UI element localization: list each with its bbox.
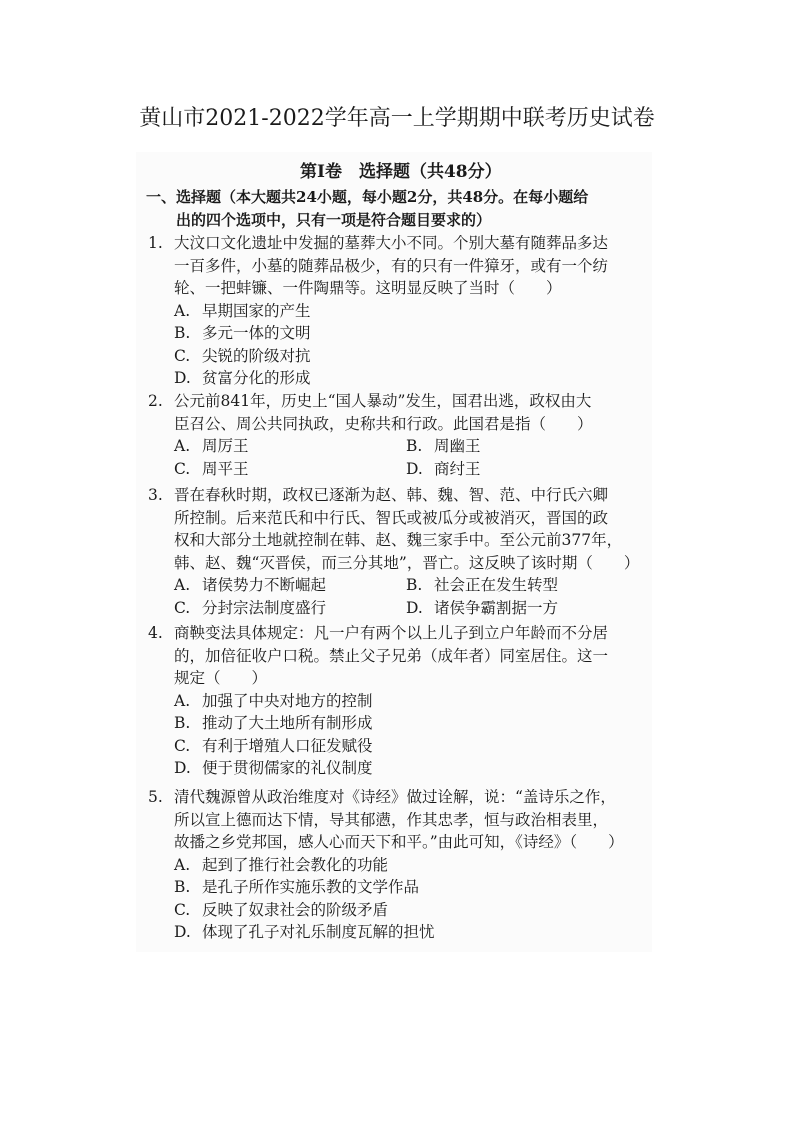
option-row — [148, 574, 642, 597]
question-line: 韩、赵、魏“灭晋侯，而三分其地”，晋亡。这反映了该时期（ ） — [174, 553, 640, 572]
question-line: 晋在春秋时期，政权已逐渐为赵、韩、魏、智、范、中行氏六卿 — [174, 486, 609, 504]
option-row — [148, 435, 642, 458]
page-title: 黄山市2021-2022学年高一上学期期中联考历史试卷 — [139, 106, 655, 131]
question-line: 权和大部分土地就控制在韩、赵、魏三家手中。至公元前377年， — [174, 531, 623, 549]
option-a: A. 早期国家的产生 — [174, 301, 311, 320]
question-3 — [148, 484, 642, 619]
instructions-line-1: 一、选择题（本大题共24小题，每小题2分，共48分。在每小题给 — [146, 188, 589, 206]
question-number: 4. — [148, 624, 163, 642]
option-d: D. 便于贯彻儒家的礼仪制度 — [174, 759, 373, 777]
question-line: 商鞅变法具体规定：凡一户有两个以上儿子到立户年龄而不分居 — [174, 624, 609, 642]
question-number: 3. — [148, 486, 163, 504]
question-line: 清代魏源曾从政治维度对《诗经》做过诠解，说：“盖诗乐之作， — [174, 788, 616, 806]
question-line: 一百多件，小墓的随葬品极少，有的只有一件獐牙，或有一个纺 — [174, 256, 609, 275]
question-stem — [148, 390, 642, 413]
option-row — [148, 458, 642, 481]
question-line: 大汶口文化遗址中发掘的墓葬大小不同。个别大墓有随葬品多达 — [174, 234, 609, 252]
question-5 — [148, 786, 642, 944]
option-d: D. 诸侯争霸割据一方 — [406, 598, 559, 617]
option-a: A. 加强了中央对地方的控制 — [174, 691, 373, 710]
option-c: C. 分封宗法制度盛行 — [174, 598, 327, 617]
question-stem — [148, 232, 642, 255]
option-c: C. 反映了奴隶社会的阶级矛盾 — [174, 900, 389, 919]
question-number: 5. — [148, 788, 163, 806]
option-b: B. 社会正在发生转型 — [406, 576, 559, 594]
question-4 — [148, 622, 642, 780]
question-line: 故播之乡党邦国，感人心而天下和平。”由此可知，《诗经》（ ） — [174, 833, 624, 851]
question-number: 1. — [148, 234, 163, 252]
option-d: D. 商纣王 — [406, 459, 481, 478]
section-title: 第Ⅰ卷 选择题（共48分） — [300, 162, 502, 182]
option-b: B. 推动了大土地所有制形成 — [174, 714, 373, 732]
question-line: 的，加倍征收户口税。禁止父子兄弟（成年者）同室居住。这一 — [174, 646, 609, 665]
option-b: B. 是孔子所作实施乐教的文学作品 — [174, 878, 420, 896]
question-line: 所以宣上德而达下情，导其郁懑，作其忠孝，恒与政治相表里， — [174, 810, 609, 829]
option-b: B. 多元一体的文明 — [174, 324, 311, 342]
option-a: A. 起到了推行社会教化的功能 — [174, 855, 389, 874]
option-d: D. 体现了孔子对礼乐制度瓦解的担忧 — [174, 923, 435, 941]
question-number: 2. — [148, 392, 163, 410]
option-d: D. 贫富分化的形成 — [174, 369, 311, 387]
section-instructions — [146, 186, 646, 232]
option-c: C. 尖锐的阶级对抗 — [174, 346, 311, 365]
instructions-line-2: 出的四个选项中，只有一项是符合题目要求的） — [176, 211, 492, 229]
question-line: 轮、一把蚌镰、一件陶鼎等。这明显反映了当时（ ） — [174, 279, 562, 297]
question-line: 规定（ ） — [174, 669, 268, 687]
question-stem — [148, 786, 642, 809]
question-line: 公元前841年，历史上“国人暴动”发生，国君出逃，政权由大 — [174, 392, 592, 410]
question-stem — [148, 622, 642, 645]
question-line: 臣召公、周公共同执政，史称共和行政。此国君是指（ ） — [174, 414, 593, 433]
option-a: A. 诸侯势力不断崛起 — [174, 576, 327, 594]
option-c: C. 周平王 — [174, 459, 249, 478]
option-c: C. 有利于增殖人口征发赋役 — [174, 736, 373, 755]
option-row — [148, 597, 642, 620]
question-2 — [148, 390, 642, 480]
question-line: 所控制。后来范氏和中行氏、智氏或被瓜分或被消灭，晋国的政 — [174, 508, 609, 527]
question-1 — [148, 232, 642, 390]
option-b: B. 周幽王 — [406, 437, 481, 455]
option-a: A. 周厉王 — [174, 437, 249, 455]
question-stem — [148, 484, 642, 507]
